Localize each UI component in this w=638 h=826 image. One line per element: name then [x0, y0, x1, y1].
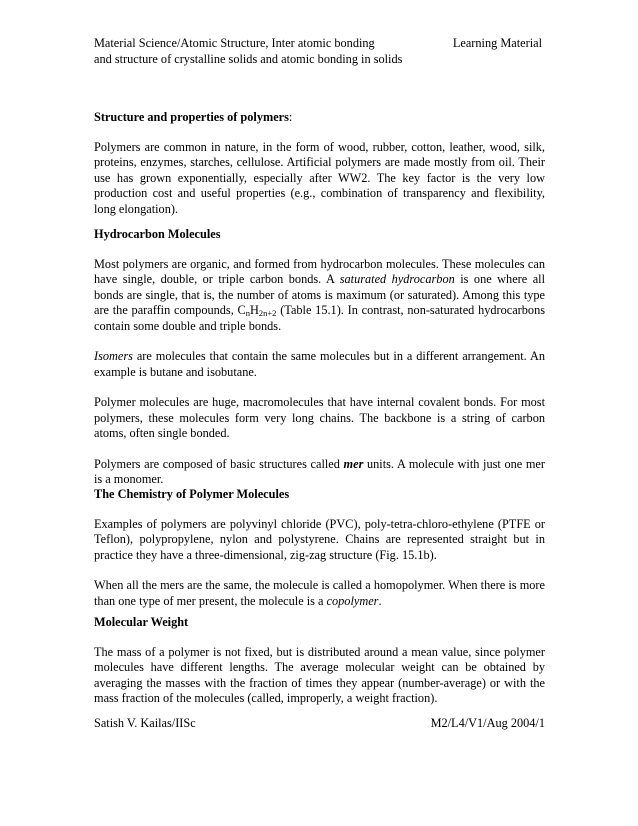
footer-page-id: M2/L4/V1/Aug 2004/1: [430, 716, 545, 730]
paragraph-hydrocarbon: Most polymers are organic, and formed from hydrocarbon molecules. These molecules can have single, double, or triple carbon bonds. A saturated hydrocarbon is one where all bonds are single, that is, the number of atoms is maximum (or saturated). Among this type are the paraffin compounds, $C_nH_{2n+2}$ (Table 15.1). In contrast, non-saturated hydrocarbons contain some double and triple bonds.: [94, 256, 546, 333]
header-course-title: [94, 36, 434, 67]
section-title-structure: Structure and properties of polymers:: [94, 110, 293, 124]
paragraph-polymers-intro: Polymers are common in nature, in the form of wood, rubber, cotton, leather, wood, silk, proteins, enzymes, starches, cellulose. Artificial polymers are made mostly from oil. Their use has grown exponentially, especially after WW2. The key factor is the very low production cost and useful properties (e.g., combination of transparency and flexibility, long elongation).: [94, 139, 545, 216]
section-molecular-weight: [94, 615, 545, 707]
header-label: Learning Material: [452, 36, 542, 50]
section-hydrocarbon: [94, 227, 545, 488]
header-line-2: and structure of crystalline solids and atomic bonding in solids: [94, 51, 403, 66]
paragraph-homopolymer: When all the mers are the same, the molecule is called a homopolymer. When there is more than one type of mer present, the molecule is a copolymer.: [94, 578, 545, 608]
paragraph-polymer-examples: Examples of polymers are polyvinyl chloride (PVC), poly-tetra-chloro-ethylene (PTFE or Teflon), polypropylene, nylon and polystyrene. Chains are represented straight but in practice they have a three-dimensional, zig-zag structure (Fig. 15.1b).: [94, 516, 545, 562]
page-footer: [94, 716, 545, 732]
paragraph-macromolecules: Polymer molecules are huge, macromolecules that have internal covalent bonds. For most polymers, these molecules form very long chains. The backbone is a string of carbon atoms, often single bonded.: [94, 395, 545, 440]
section-chemistry: [94, 487, 545, 609]
section-structure-properties: [94, 110, 545, 217]
page-header: [94, 36, 545, 68]
footer-author: Satish V. Kailas/IISc: [94, 716, 196, 730]
paragraph-isomers: Isomers are molecules that contain the same molecules but in a different arrangement. An example is butane and isobutane.: [94, 349, 545, 379]
heading-molecular-weight: Molecular Weight: [94, 615, 189, 629]
heading-hydrocarbon: Hydrocarbon Molecules: [94, 227, 221, 241]
document-page: [94, 36, 546, 705]
heading-chemistry: The Chemistry of Polymer Molecules: [94, 487, 290, 501]
header-line-1: Material Science/Atomic Structure, Inter atomic bonding: [94, 36, 375, 50]
paragraph-mer-units: Polymers are composed of basic structures called mer units. A molecule with just one mer is a monomer.: [94, 456, 545, 486]
paragraph-molecular-weight: The mass of a polymer is not fixed, but is distributed around a mean value, since polymer molecules have different lengths. The average molecular weight can be obtained by averaging the masses with the fraction of times they appear (number-average) or with the mass fraction of the molecules (called, improperly, a weight fraction).: [94, 644, 545, 705]
